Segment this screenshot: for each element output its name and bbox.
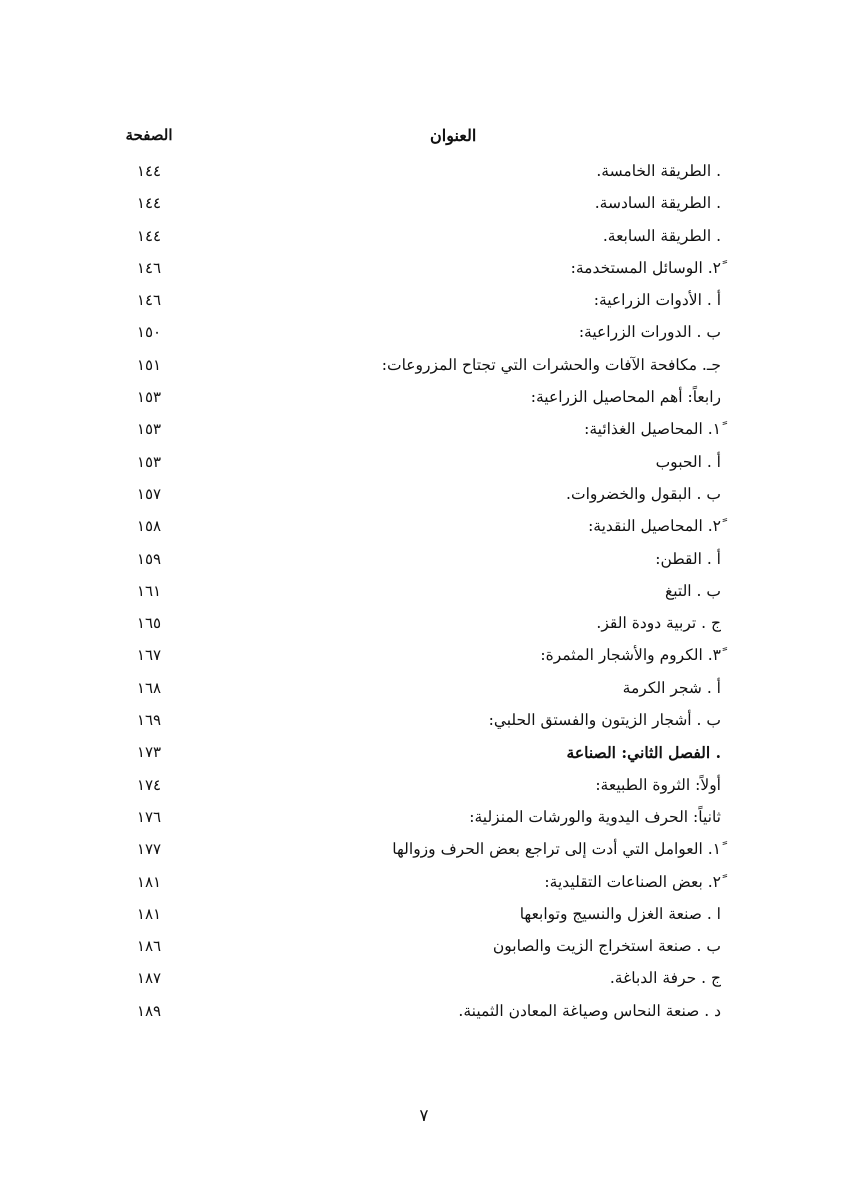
toc-entry-title: ج . حرفة الدباغة. (609, 969, 721, 988)
page-number: ٧ (419, 1106, 429, 1126)
toc-entry (0, 255, 848, 287)
toc-entry-title: . الطريقة السابعة. (602, 226, 721, 245)
toc-entry-title: . الطريقة الخامسة. (596, 162, 721, 180)
toc-entry (0, 836, 848, 868)
toc-entry-page: ١٥١ (136, 355, 162, 374)
toc-entry-page: ١٦٧ (136, 646, 162, 665)
page-column-heading: الصفحة (125, 126, 173, 144)
toc-entry-page: ١٥٩ (136, 549, 162, 568)
toc-entry-title: أولاً: الثروة الطبيعة: (595, 775, 721, 794)
table-of-contents (0, 158, 848, 1030)
title-column-heading: العنوان (430, 126, 477, 145)
toc-entry-title: ثانياً: الحرف اليدوية والورشات المنزلية: (469, 807, 721, 826)
toc-entry-title: . الطريقة السادسة. (594, 194, 721, 213)
toc-entry-page: ١٥٨ (136, 517, 162, 536)
toc-entry (0, 578, 848, 610)
toc-entry-page: ١٦٥ (136, 614, 162, 633)
toc-entry-page: ١٨٩ (136, 1001, 162, 1020)
toc-entry (0, 190, 848, 222)
toc-entry-page: ١٤٤ (136, 226, 162, 245)
toc-entry-title: أ . الأدوات الزراعية: (593, 291, 721, 310)
toc-entry-title: ب . أشجار الزيتون والفستق الحلبي: (488, 711, 721, 730)
toc-entry-page: ١٤٤ (136, 194, 162, 213)
toc-entry-page: ١٥٠ (136, 323, 162, 342)
toc-entry (0, 998, 848, 1030)
toc-entry-title: ً٢. المحاصيل النقدية: (588, 517, 721, 536)
toc-header (0, 126, 848, 156)
toc-entry-title: د . صنعة النحاس وصياغة المعادن الثمينة. (458, 1001, 721, 1020)
toc-entry (0, 319, 848, 351)
toc-entry-page: ١٨١ (136, 904, 162, 923)
toc-entry (0, 287, 848, 319)
toc-entry-title: ب . صنعة استخراج الزيت والصابون (492, 937, 721, 956)
toc-entry-page: ١٤٤ (136, 162, 162, 180)
toc-entry (0, 352, 848, 384)
toc-entry-page: ١٤٦ (136, 291, 162, 310)
toc-entry (0, 739, 848, 771)
toc-entry-page: ١٨١ (136, 872, 162, 891)
toc-entry-title: . الفصل الثاني: الصناعة (566, 743, 721, 763)
toc-entry-page: ١٥٣ (136, 452, 162, 471)
toc-entry-title: أ . الحبوب (655, 452, 721, 471)
toc-entry-title: ب . الدورات الزراعية: (578, 323, 721, 342)
toc-entry (0, 772, 848, 804)
toc-entry-page: ١٥٧ (136, 484, 162, 503)
toc-entry-title: ً١. العوامل التي أدت إلى تراجع بعض الحرف وزوالها (392, 840, 721, 859)
toc-entry-title: ب . التبغ (664, 581, 721, 600)
toc-entry-page: ١٧٤ (136, 775, 162, 794)
toc-entry-page: ١٦٨ (136, 678, 162, 697)
toc-entry-title: ً٢. الوسائل المستخدمة: (570, 258, 721, 277)
toc-entry (0, 675, 848, 707)
toc-entry (0, 965, 848, 997)
toc-entry-page: ١٧٧ (136, 840, 162, 859)
toc-entry (0, 416, 848, 448)
toc-entry-title: ً٣. الكروم والأشجار المثمرة: (540, 646, 721, 665)
toc-entry-title: أ . القطن: (655, 549, 721, 568)
toc-entry-title: ً١. المحاصيل الغذائية: (584, 420, 721, 439)
toc-entry (0, 223, 848, 255)
toc-entry-page: ١٨٦ (136, 937, 162, 956)
toc-entry (0, 546, 848, 578)
toc-entry (0, 158, 848, 190)
toc-entry-title: ا . صنعة الغزل والنسيج وتوابعها (519, 904, 721, 923)
toc-entry-title: ً٢. بعض الصناعات التقليدية: (544, 872, 721, 891)
toc-entry (0, 642, 848, 674)
toc-entry-page: ١٧٣ (136, 743, 162, 762)
toc-entry-title: جـ. مكافحة الآفات والحشرات التي تجتاح المزروعات: (381, 355, 721, 374)
toc-entry (0, 513, 848, 545)
toc-entry (0, 481, 848, 513)
toc-entry (0, 610, 848, 642)
toc-entry (0, 933, 848, 965)
toc-entry (0, 901, 848, 933)
toc-entry (0, 707, 848, 739)
toc-entry-page: ١٦١ (136, 581, 162, 600)
toc-entry-page: ١٥٣ (136, 388, 162, 407)
toc-entry-title: أ . شجر الكرمة (622, 678, 721, 697)
toc-entry-page: ١٥٣ (136, 420, 162, 439)
toc-entry-title: ج . تربية دودة القز. (596, 614, 721, 633)
toc-entry-title: ب . البقول والخضروات. (566, 484, 721, 503)
toc-entry (0, 449, 848, 481)
toc-entry-page: ١٤٦ (136, 258, 162, 277)
toc-entry (0, 804, 848, 836)
toc-entry-page: ١٨٧ (136, 969, 162, 988)
toc-entry (0, 384, 848, 416)
toc-entry-page: ١٦٩ (136, 711, 162, 730)
toc-entry-title: رابعاً: أهم المحاصيل الزراعية: (530, 388, 721, 407)
toc-entry (0, 869, 848, 901)
toc-entry-page: ١٧٦ (136, 807, 162, 826)
